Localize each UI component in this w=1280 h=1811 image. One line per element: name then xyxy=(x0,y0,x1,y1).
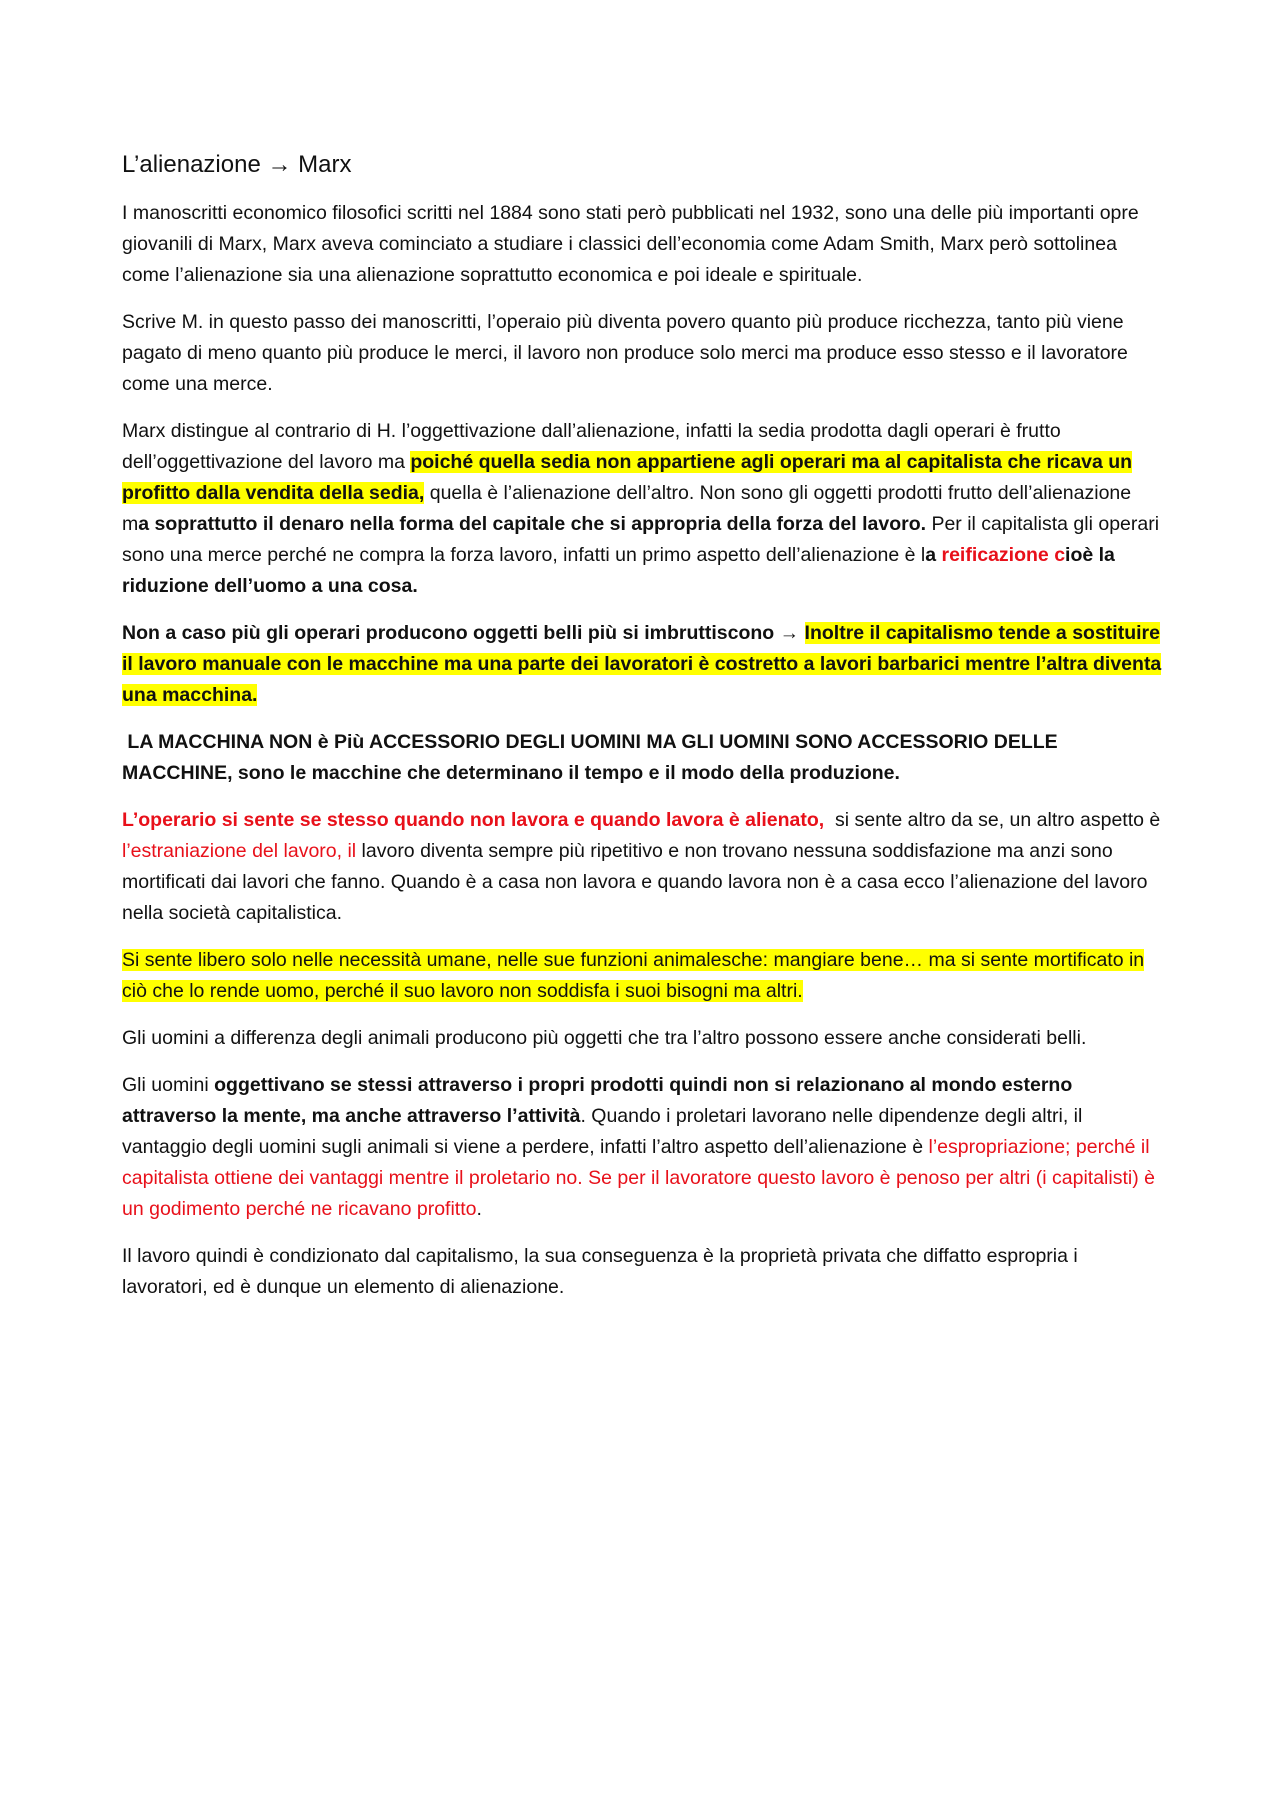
red-bold-text: reificazione c xyxy=(941,544,1066,566)
paragraph-5-text: LA MACCHINA NON è Più ACCESSORIO DEGLI UOMINI MA GLI UOMINI SONO ACCESSORIO DELLE MACCHINE, sono le macchine che determinano il tempo e il modo della produzione. xyxy=(122,731,1064,784)
arrow-right-icon: → xyxy=(267,151,292,178)
paragraph-9-text-1: Gli uomini xyxy=(122,1074,215,1096)
document-page xyxy=(122,150,1166,1319)
arrow-right-icon: → xyxy=(779,622,800,644)
red-text: l’estraniazione del lavoro, il xyxy=(122,840,357,862)
highlighted-text: poiché quella sedia non appartiene agli operari ma al capitalista che ricava un profitto dalla vendita della sedia, xyxy=(122,451,1133,504)
paragraph-7 xyxy=(122,945,1162,1007)
paragraph-9 xyxy=(122,1070,1162,1225)
paragraph-5 xyxy=(122,727,1162,789)
highlighted-text: Si sente libero solo nelle necessità umane, nelle sue funzioni animalesche: mangiare bene… ma si sente mortificato in ciò che lo rende uomo, perché il suo lavoro non soddisfa i suoi bisogni ma altri. xyxy=(122,949,1145,1002)
paragraph-9-text-3: . xyxy=(476,1198,482,1220)
paragraph-2-text: Scrive M. in questo passo dei manoscritti, l’operaio più diventa povero quanto più produce ricchezza, tanto più viene pagato di meno quanto più produce le merci, il lavoro non produce solo merci ma produce esso stesso e il lavoratore come una merce. xyxy=(122,311,1128,395)
document-title xyxy=(122,150,1162,180)
paragraph-2 xyxy=(122,307,1162,400)
red-bold-text: L’operario si sente se stesso quando non lavora e quando lavora è alienato, xyxy=(122,809,825,831)
paragraph-8-text: Gli uomini a differenza degli animali producono più oggetti che tra l’altro possono essere anche considerati belli. xyxy=(122,1027,1087,1049)
paragraph-9-text-2: . Quando i proletari lavorano nelle dipendenze degli altri, il vantaggio degli uomini sugli animali si viene a perdere, infatti l’altro aspetto dell’alienazione è xyxy=(122,1105,1083,1158)
paragraph-3-text-2: quella è l’alienazione dell’altro. Non sono gli oggetti prodotti frutto dell’alienazione m xyxy=(122,482,1132,535)
paragraph-4-text: Non a caso più gli operari producono oggetti belli più si imbruttiscono xyxy=(122,622,780,644)
paragraph-6-text-2: lavoro diventa sempre più ripetitivo e non trovano nessuna soddisfazione ma anzi sono mortificati dai lavori che fanno. Quando è a casa non lavora e quando lavora non è a casa ecco l’alienazione del lavoro nella società capitalistica. xyxy=(122,840,1153,924)
paragraph-6 xyxy=(122,805,1166,929)
paragraph-3 xyxy=(122,416,1162,602)
title-subject: Marx xyxy=(298,151,352,178)
bold-text: a soprattutto il denaro nella forma del capitale che si appropria della forza del lavoro. xyxy=(138,513,927,535)
paragraph-1 xyxy=(122,198,1162,291)
paragraph-3-text-1: Marx distingue al contrario di H. l’oggettivazione dall’alienazione, infatti la sedia prodotta dagli operari è frutto dell’oggettivazione del lavoro ma xyxy=(122,420,1061,473)
paragraph-4 xyxy=(122,618,1162,711)
bold-text: a xyxy=(925,544,942,566)
spacer-text xyxy=(799,622,804,644)
paragraph-1-text: I manoscritti economico filosofici scritti nel 1884 sono stati però pubblicati nel 1932, sono una delle più importanti opre giovanili di Marx, Marx aveva cominciato a studiare i classici dell’economia come Adam Smith, Marx però sottolinea come l’alienazione sia una alienazione soprattutto economica e poi ideale e spirituale. xyxy=(122,202,1139,286)
paragraph-6-text-1: si sente altro da se, un altro aspetto è xyxy=(824,809,1166,831)
bold-text: ioè la riduzione dell’uomo a una cosa. xyxy=(122,544,1115,597)
paragraph-8 xyxy=(122,1023,1162,1054)
paragraph-10-text: Il lavoro quindi è condizionato dal capitalismo, la sua conseguenza è la proprietà privata che diffatto espropria i lavoratori, ed è dunque un elemento di alienazione. xyxy=(122,1245,1078,1298)
paragraph-3-text-3: Per il capitalista gli operari sono una merce perché ne compra la forza lavoro, infatti un primo aspetto dell’alienazione è l xyxy=(122,513,1160,566)
red-text: l’espropriazione; perché il capitalista ottiene dei vantaggi mentre il proletario no. Se per il lavoratore questo lavoro è penoso per altri (i capitalisti) è un godimento perché ne ricavano profitto xyxy=(122,1136,1155,1220)
bold-text: oggettivano se stessi attraverso i propri prodotti quindi non si relazionano al mondo esterno attraverso la mente, ma anche attraverso l’attività xyxy=(122,1074,1073,1127)
highlighted-text: Inoltre il capitalismo tende a sostituire il lavoro manuale con le macchine ma una parte dei lavoratori è costretto a lavori barbarici mentre l’altra diventa una macchina. xyxy=(122,622,1162,706)
title-text: L’alienazione xyxy=(122,151,261,178)
paragraph-10 xyxy=(122,1241,1162,1303)
